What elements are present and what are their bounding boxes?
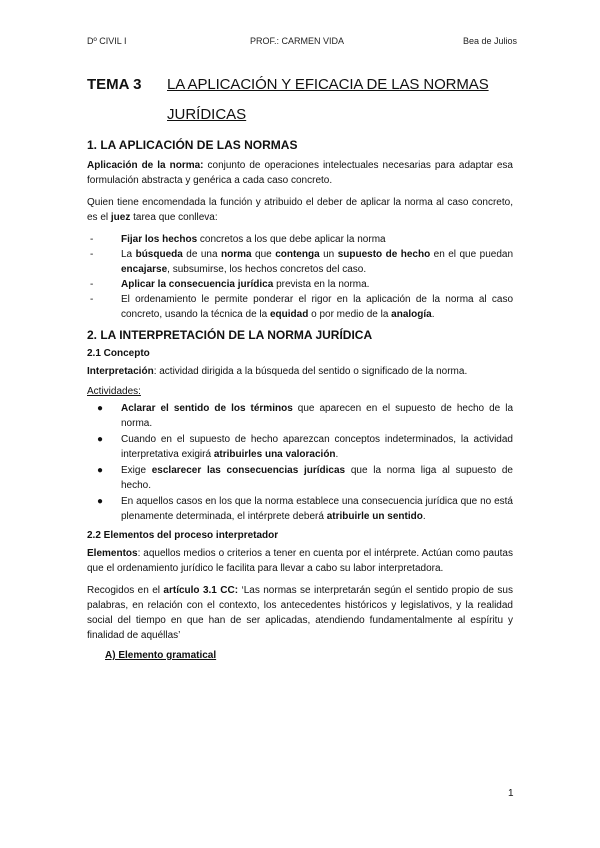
header-author: Bea de Julios — [462, 36, 517, 46]
list-item: ● Exige esclarecer las consecuencias jurídicas que la norma liga al supuesto de hecho. — [97, 465, 513, 491]
subsection-a-heading: A) Elemento gramatical — [105, 650, 217, 661]
list-item: ● En aquellos casos en los que la norma establece una consecuencia jurídica que no está plenamente determinada, el intérprete deberá atribuirle un sentido. — [97, 496, 513, 522]
page-number: 1 — [508, 788, 514, 799]
judge-tasks-list — [87, 232, 513, 322]
bullet-icon: ● — [97, 465, 104, 476]
definition-paragraph: Aplicación de la norma: conjunto de operaciones intelectuales necesarias para adaptar esa formulación abstracta y genérica a cada caso concreto. — [87, 160, 513, 186]
bullet-icon: ● — [97, 403, 104, 414]
list-item: ● Cuando en el supuesto de hecho aparezcan conceptos indeterminados, la actividad interpretativa exigirá atribuirles una valoración. — [97, 434, 513, 460]
elements-paragraph: Elementos: aquellos medios o criterios a tener en cuenta por el intérprete. Actúan como pautas que el ordenamiento jurídico le facilita para llevar a cabo su labor interpretadora. — [87, 548, 513, 574]
list-item: - El ordenamiento le permite ponderar el rigor en la aplicación de la norma al caso concreto, usando la técnica de la equidad o por medio de la analogía. — [90, 294, 513, 320]
header-course: Dº CIVIL I — [87, 36, 127, 46]
bullet-icon: ● — [97, 434, 104, 445]
subsection-2-2-heading: 2.2 Elementos del proceso interpretador — [87, 530, 279, 541]
list-item: - Fijar los hechos concretos a los que debe aplicar la norma — [90, 234, 386, 245]
section-1-heading: 1. LA APLICACIÓN DE LAS NORMAS — [87, 138, 298, 152]
chapter-title-line2: JURÍDICAS — [167, 106, 247, 123]
judge-paragraph: Quien tiene encomendada la función y atribuido el deber de aplicar la norma al caso concreto, es el juez tarea que conlleva: — [87, 197, 513, 223]
header-professor: PROF.: CARMEN VIDA — [250, 36, 345, 46]
section-2-heading: 2. LA INTERPRETACIÓN DE LA NORMA JURÍDICA — [87, 328, 373, 342]
chapter-number: TEMA 3 — [87, 76, 142, 93]
bullet-icon: ● — [97, 496, 104, 507]
subsection-2-1-heading: 2.1 Concepto — [87, 348, 150, 359]
activities-label: Actividades: — [87, 386, 141, 397]
interpretation-definition: Interpretación: actividad dirigida a la búsqueda del sentido o significado de la norma. — [87, 366, 468, 377]
document-body — [87, 72, 513, 661]
list-item: - Aplicar la consecuencia jurídica prevista en la norma. — [90, 279, 370, 290]
chapter-title-line1: LA APLICACIÓN Y EFICACIA DE LAS NORMAS — [167, 76, 489, 93]
activities-list — [87, 401, 513, 524]
list-item: ● Aclarar el sentido de los términos que aparecen en el supuesto de hecho de la norma. — [97, 403, 514, 429]
chapter-title — [87, 72, 513, 134]
article-paragraph: Recogidos en el artículo 3.1 CC: ‘Las normas se interpretarán según el sentido propio de sus palabras, en relación con el contexto, los antecedentes históricos y legislativos, y la realidad social del tiempo en que han de ser aplicadas, atendiendo fundamentalmente al espíritu y finalidad de aquéllas’ — [87, 585, 513, 641]
list-item: - La búsqueda de una norma que contenga un supuesto de hecho en el que puedan encajarse, subsumirse, los hechos concretos del caso. — [90, 249, 514, 275]
